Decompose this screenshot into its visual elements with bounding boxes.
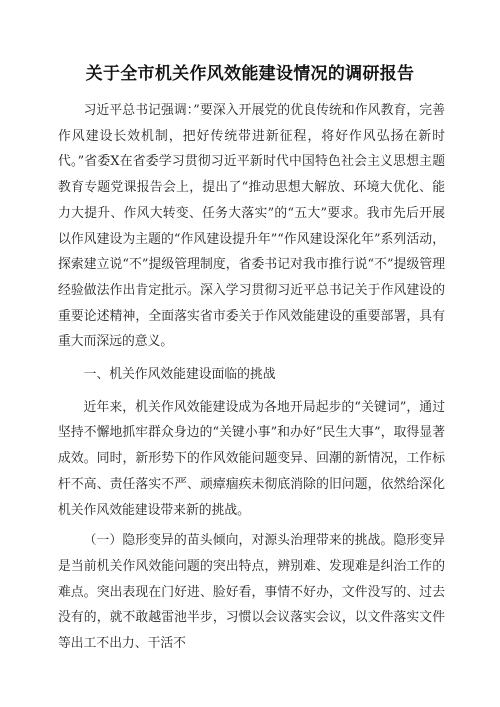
paragraph-challenges: 近年来，机关作风效能建设成为各地开局起步的“关键词”，通过坚持不懈地抓牢群众身边的“关键小事”和办好“民生大事”，取得显著成效。同时，新形势下的作风效能问题变异、回潮的新情况，工作标杆不高、责任落实不严、顽瘴痼疾未彻底消除的旧问题，依然给深化机关作风效能建设带来新的挑战。 bbox=[58, 399, 445, 518]
document-title: 关于全市机关作风效能建设情况的调研报告 bbox=[85, 64, 415, 84]
paragraph-intro: 习近平总书记强调：”要深入开展党的优良传统和作风教育，完善作风建设长效机制，把好传统带进新征程，将好作风弘扬在新时代。”省委X在省委学习贯彻习近平新时代中国特色社会主义思想主题教育专题党课报告会上，提出了“推动思想大解放、环境大优化、能力大提升、作风大转变、任务大落实”的“五大”要求。我市先后开展以作风建设为主题的“作风建设提升年”“作风建设深化年”系列活动，探索建立说“不”提级管理制度，省委书记对我市推行说“不”提级管理经验做法作出肯定批示。深入学习贯彻习近平总书记关于作风建设的重要论述精神，全面落实省市委关于作风效能建设的重要部署，具有重大而深远的意义。 bbox=[58, 103, 445, 350]
section-heading: 一、机关作风效能建设面临的挑战 bbox=[83, 367, 276, 383]
document-body bbox=[58, 98, 445, 657]
paragraph-subsection-1: （一）隐形变异的苗头倾向，对源头治理带来的挑战。隐形变异是当前机关作风效能问题的突出特点，辨别难、发现难是纠治工作的难点。突出表现在门好进、脸好看，事情不好办，文件没写的、过去没有的，就不敢越雷池半步，习惯以会议落实会议，以文件落实文件等出工不出力、干活不 bbox=[58, 533, 445, 652]
